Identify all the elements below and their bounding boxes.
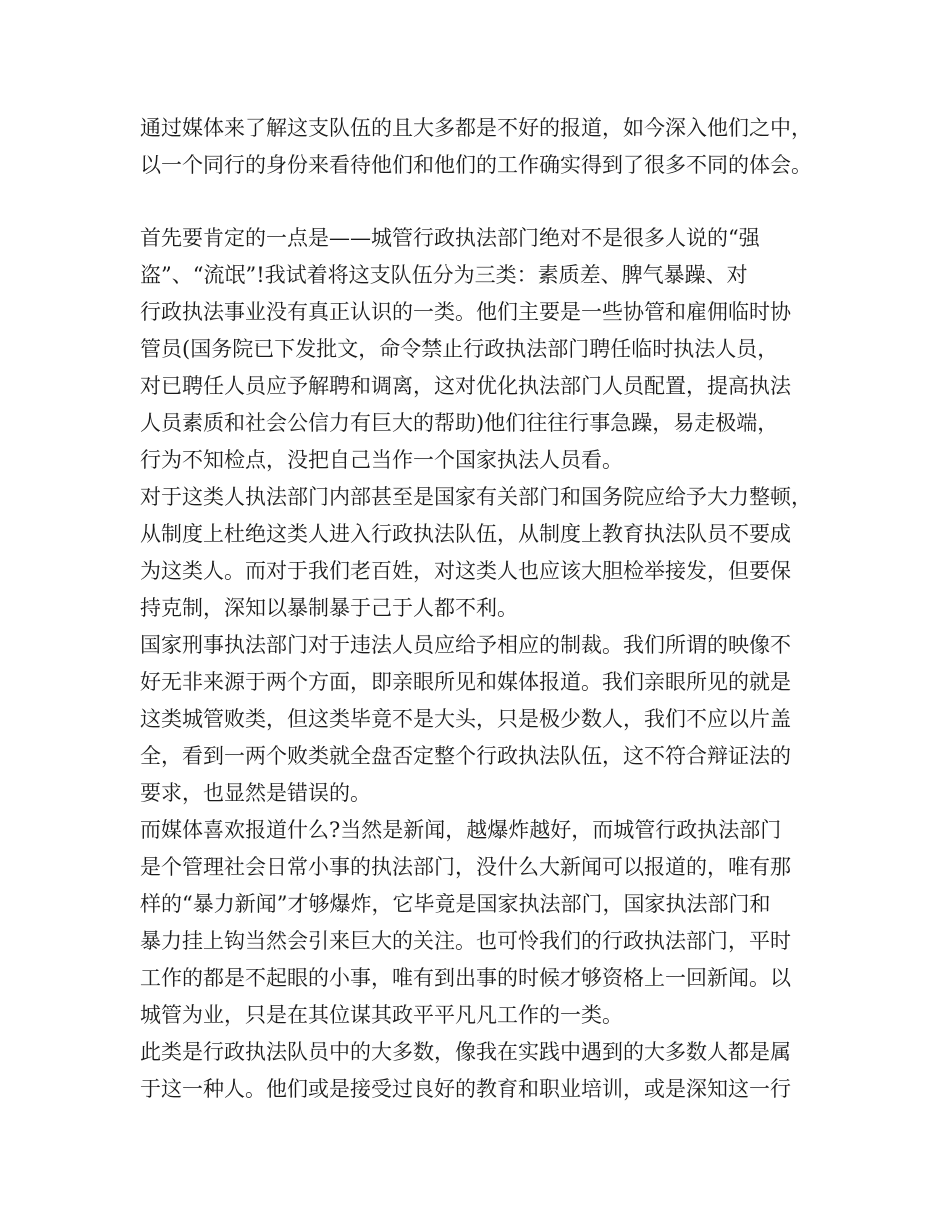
text-line: 持克制，深知以暴制暴于己于人都不利。 <box>140 596 518 620</box>
paragraph-gap <box>140 184 830 220</box>
text-line: 于这一种人。他们或是接受过良好的教育和职业培训，或是深知这一行 <box>140 1077 791 1101</box>
text-line: 这类城管败类，但这类毕竟不是大头，只是极少数人，我们不应以片盖 <box>140 707 791 731</box>
text-line: 从制度上杜绝这类人进入行政执法队伍，从制度上教育执法队员不要成 <box>140 522 791 546</box>
text-line: 好无非来源于两个方面，即亲眼所见和媒体报道。我们亲眼所见的就是 <box>140 670 791 694</box>
text-line: 为这类人。而对于我们老百姓，对这类人也应该大胆检举接发，但要保 <box>140 559 791 583</box>
text-line: 通过媒体来了解这支队伍的且大多都是不好的报道，如今深入他们之中， <box>140 116 812 140</box>
text-line: 管员(国务院已下发批文，命令禁止行政执法部门聘任临时执法人员， <box>140 337 779 361</box>
text-line: 行政执法事业没有真正认识的一类。他们主要是一些协管和雇佣临时协 <box>140 300 791 324</box>
paragraph <box>140 627 830 812</box>
paragraph <box>140 812 830 1034</box>
text-line: 对于这类人执法部门内部甚至是国家有关部门和国务院应给予大力整顿， <box>140 485 812 509</box>
text-line: 工作的都是不起眼的小事，唯有到出事的时候才够资格上一回新闻。以 <box>140 966 791 990</box>
text-line: 是个管理社会日常小事的执法部门，没什么大新闻可以报道的，唯有那 <box>140 855 791 879</box>
text-line: 全，看到一两个败类就全盘否定整个行政执法队伍，这不符合辩证法的 <box>140 744 791 768</box>
document-body <box>140 110 830 1108</box>
text-line: 首先要肯定的一点是——城管行政执法部门绝对不是很多人说的“强 <box>140 226 760 250</box>
text-line: 行为不知检点，没把自己当作一个国家执法人员看。 <box>140 448 623 472</box>
text-line: 要求，也显然是错误的。 <box>140 781 371 805</box>
text-line: 盗”、“流氓”!我试着将这支队伍分为三类：素质差、脾气暴躁、对 <box>140 263 748 287</box>
text-line: 国家刑事执法部门对于违法人员应给予相应的制裁。我们所谓的映像不 <box>140 633 791 657</box>
paragraph <box>140 220 830 479</box>
text-line: 暴力挂上钩当然会引来巨大的关注。也可怜我们的行政执法部门，平时 <box>140 929 791 953</box>
text-line: 对已聘任人员应予解聘和调离，这对优化执法部门人员配置，提高执法 <box>140 374 791 398</box>
paragraph <box>140 479 830 627</box>
paragraph <box>140 1034 830 1108</box>
text-line: 此类是行政执法队员中的大多数，像我在实践中遇到的大多数人都是属 <box>140 1040 791 1064</box>
text-line: 城管为业，只是在其位谋其政平平凡凡工作的一类。 <box>140 1003 623 1027</box>
text-line: 而媒体喜欢报道什么?当然是新闻，越爆炸越好，而城管行政执法部门 <box>140 818 782 842</box>
paragraph <box>140 110 830 184</box>
text-line: 样的“暴力新闻”才够爆炸，它毕竟是国家执法部门，国家执法部门和 <box>140 892 771 916</box>
text-line: 人员素质和社会公信力有巨大的帮助)他们往往行事急躁，易走极端， <box>140 411 779 435</box>
text-line: 以一个同行的身份来看待他们和他们的工作确实得到了很多不同的体会。 <box>140 153 812 177</box>
